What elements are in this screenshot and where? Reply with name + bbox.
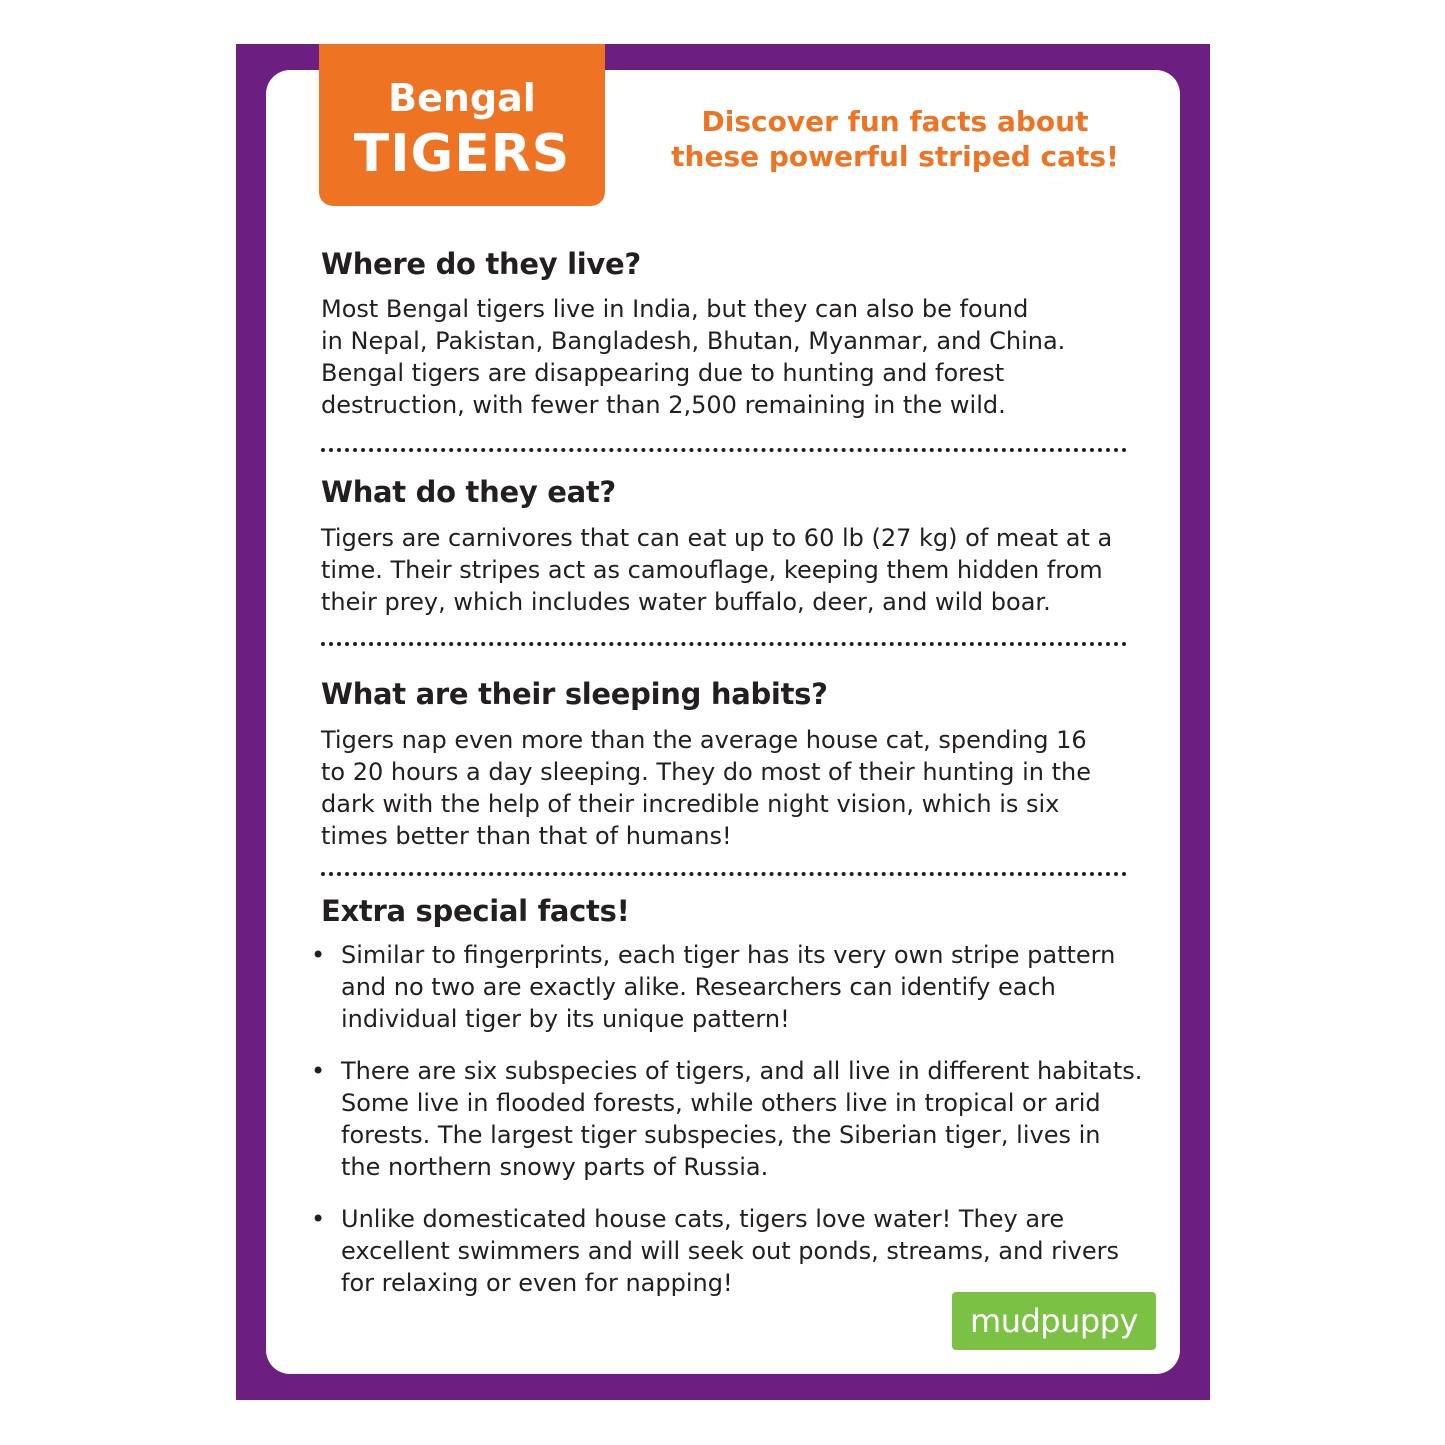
bullet-text bbox=[341, 1055, 1142, 1183]
para-line: destruction, with fewer than 2,500 remaining in the wild. bbox=[321, 391, 1006, 419]
bullet-line: for relaxing or even for napping! bbox=[341, 1269, 733, 1297]
dotted-divider bbox=[321, 872, 1127, 876]
bullet-dot: • bbox=[311, 1057, 326, 1085]
heading-sleeping-habits: What are their sleeping habits? bbox=[321, 677, 828, 711]
bullet-line: excellent swimmers and will seek out ponds, streams, and rivers bbox=[341, 1237, 1119, 1265]
para-what-eat bbox=[321, 522, 1181, 618]
para-line: time. Their stripes act as camouflage, keeping them hidden from bbox=[321, 556, 1103, 584]
bullet-dot: • bbox=[311, 941, 326, 969]
tagline bbox=[660, 104, 1130, 174]
heading-what-eat: What do they eat? bbox=[321, 475, 616, 509]
bullet-line: Some live in flooded forests, while others live in tropical or arid bbox=[341, 1089, 1101, 1117]
para-line: times better than that of humans! bbox=[321, 822, 732, 850]
para-line: Bengal tigers are disappearing due to hunting and forest bbox=[321, 359, 1005, 387]
mudpuppy-logo: mudpuppy bbox=[952, 1292, 1156, 1350]
para-line: Most Bengal tigers live in India, but they can also be found bbox=[321, 295, 1029, 323]
bullet-line: Unlike domesticated house cats, tigers love water! They are bbox=[341, 1205, 1065, 1233]
bullet-dot: • bbox=[311, 1205, 326, 1233]
para-line: their prey, which includes water buffalo, deer, and wild boar. bbox=[321, 588, 1051, 616]
title-big: TIGERS bbox=[353, 124, 571, 184]
heading-extra-facts: Extra special facts! bbox=[321, 894, 630, 928]
bullet-line: There are six subspecies of tigers, and all live in different habitats. bbox=[341, 1057, 1143, 1085]
para-where-live bbox=[321, 293, 1181, 421]
bullet-line: the northern snowy parts of Russia. bbox=[341, 1153, 769, 1181]
tagline-line: Discover fun facts about bbox=[701, 105, 1089, 138]
para-line: in Nepal, Pakistan, Bangladesh, Bhutan, Myanmar, and China. bbox=[321, 327, 1066, 355]
heading-where-live: Where do they live? bbox=[321, 247, 641, 281]
title-tab bbox=[319, 44, 605, 206]
para-sleeping-habits bbox=[321, 724, 1181, 852]
dotted-divider bbox=[321, 642, 1127, 646]
dotted-divider bbox=[321, 448, 1127, 452]
bullet-line: and no two are exactly alike. Researchers can identify each bbox=[341, 973, 1056, 1001]
bullet-text bbox=[341, 1203, 1119, 1299]
bullet-text bbox=[341, 939, 1115, 1035]
title-small: Bengal bbox=[388, 76, 536, 120]
bullet-line: individual tiger by its unique pattern! bbox=[341, 1005, 790, 1033]
para-line: dark with the help of their incredible night vision, which is six bbox=[321, 790, 1060, 818]
tagline-line: these powerful striped cats! bbox=[671, 140, 1119, 173]
bullet-line: forests. The largest tiger subspecies, the Siberian tiger, lives in bbox=[341, 1121, 1101, 1149]
para-line: Tigers nap even more than the average house cat, spending 16 bbox=[321, 726, 1087, 754]
bullet-line: Similar to fingerprints, each tiger has its very own stripe pattern bbox=[341, 941, 1116, 969]
para-line: Tigers are carnivores that can eat up to 60 lb (27 kg) of meat at a bbox=[321, 524, 1113, 552]
para-line: to 20 hours a day sleeping. They do most of their hunting in the bbox=[321, 758, 1092, 786]
